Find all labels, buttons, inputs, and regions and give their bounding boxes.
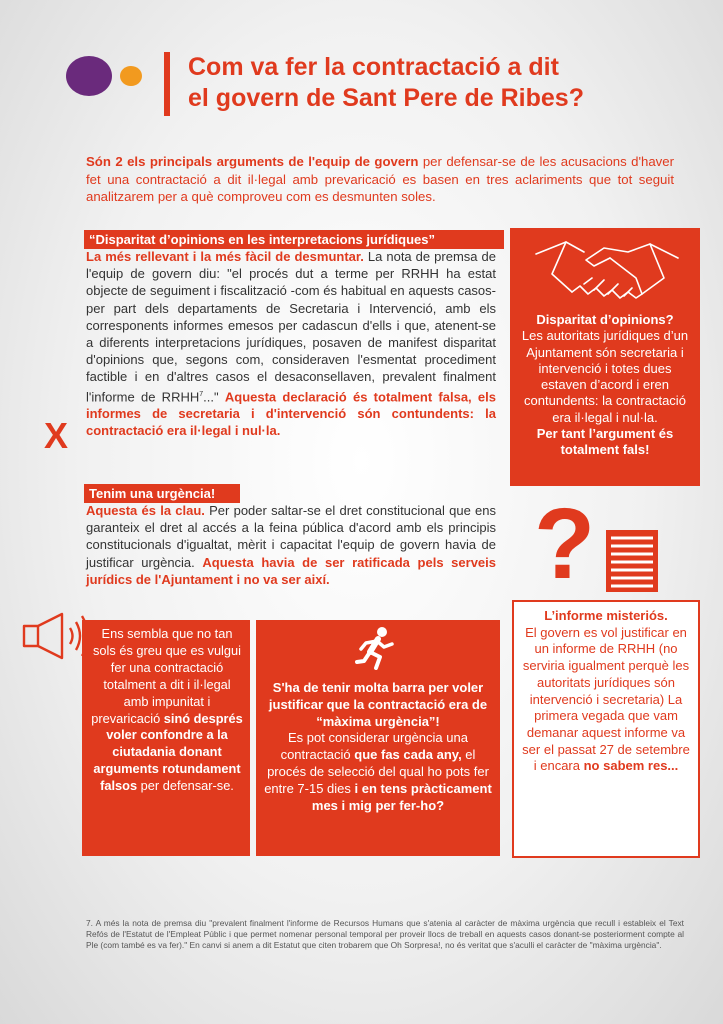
title-accent-bar	[164, 52, 170, 116]
footnote: 7. A més la nota de premsa diu "prevalent finalment l'informe de Recursos Humans que s'atenia al caràcter de màxima urgència que recull i estableix el Text Refós de l'Estatut de l'Empleat Públic i que permet nomenar personal temporal per proveir llocs de treball en aquests casos donant-se posteriorment compte al Ple (com també es va fer)." En canvi si anem a dit Estatut que citen trobarem que Oh Sorpresa!, no és veritat que s'aculli el caràcter de "màxima urgència".	[86, 918, 684, 951]
urgencia-bold-2: i en tens pràcticament mes i mig per fer-ho?	[311, 780, 492, 813]
logo-orange-dot	[120, 66, 142, 86]
section2-lead: Aquesta és la clau.	[86, 503, 205, 518]
section2-conclusion: Aquesta havia de ser ratificada pels serveis jurídics de l'Ajuntament i no va ser així.	[86, 554, 496, 587]
urgencia-text	[262, 680, 494, 814]
section2-text	[86, 502, 496, 588]
urgencia-lead: S'ha de tenir molta barra per voler justificar que la contractació era de “màxima urgència”!	[268, 680, 488, 729]
urgencia-body-2: el procés de selecció del qual ho pots fer entre 7-15 dies	[264, 747, 489, 796]
section1-conclusion: Aquesta declaració és totalment falsa, els informes de secretaria i d'intervenció són contundents: la contractació era il·legal i nul·la.	[86, 388, 496, 439]
document-icon	[606, 530, 658, 592]
x-mark-icon: X	[44, 415, 69, 456]
misterios-text	[520, 608, 692, 775]
handshake-icon	[532, 234, 682, 306]
section2-body: Per poder saltar-se el dret constitucional que ens garanteix el dret al accés a la feina pública d'acord amb els principis constitucionals d'igualtat, mèrit i capacitat l'equip de govern havia de justificar urgència.	[86, 503, 496, 570]
denuncia-body: Ens sembla que no tan sols és greu que es vulgui fer una contractació totalment a dit i il·legal amb impunitat i prevaricació	[91, 626, 241, 726]
section2-heading: Tenim una urgència!	[84, 484, 240, 503]
logo-purple-dot	[66, 56, 112, 96]
denuncia-text	[90, 626, 244, 795]
footnote-ref: 7	[199, 390, 204, 398]
page-title	[188, 52, 648, 114]
disparitat-box	[510, 228, 700, 486]
denuncia-box	[82, 620, 250, 856]
disparitat-conclusion: Per tant l’argument és totalment fals!	[536, 426, 674, 458]
informe-misterios-box	[512, 600, 700, 858]
denuncia-bold: sinó després voler confondre a la ciutadania donant arguments rotundament falsos	[93, 710, 243, 794]
section1-text	[86, 248, 496, 440]
question-mark-icon: ?	[534, 488, 596, 600]
disparitat-title: Disparitat d’opinions?	[536, 312, 674, 327]
section1-body: La nota de premsa de l'equip de govern diu: "el procés dut a terme per RRHH ha estat objecte de seguiment i fiscalització -com és habitual en aquests casos- per part dels departaments de Secretaria i Intervenció, amb els corresponents informes emesos per cadascun d'ells i que, atenent-se a diferents interpretacions jurídiques, posaven de manifest disparitat d'opinions que, segons com, consideraven l'esmentat procediment factible i en d'altres casos el desaconsellaven, prevalent finalment l'informe de RRHH	[86, 249, 496, 404]
disparitat-text	[516, 312, 694, 459]
urgencia-body-1: Es pot considerar urgència una contractació	[280, 730, 468, 763]
urgencia-bold-1: que fas cada any,	[354, 747, 462, 763]
disparitat-body: Les autoritats jurídiques d’un Ajuntament són secretaria i intervenció i totes dues estaven d’acord i eren contundents: la contractació era il·legal i nul·la.	[521, 328, 689, 425]
misterios-title: L’informe misteriós.	[544, 608, 668, 623]
denuncia-end: per defensar-se.	[137, 778, 234, 794]
section1-heading: “Disparitat d’opinions en les interpretacions jurídiques”	[84, 230, 504, 249]
misterios-conclusion: no sabem res...	[583, 758, 679, 774]
intro-paragraph	[86, 153, 674, 206]
urgencia-box	[256, 620, 500, 856]
section1-body-end: ..."	[203, 388, 219, 404]
intro-lead: Són 2 els principals arguments de l'equip de govern	[86, 154, 419, 169]
runner-icon	[354, 626, 398, 670]
title-line-2: el govern de Sant Pere de Ribes?	[188, 84, 584, 112]
intro-text: per defensar-se de les acusacions d'haver fet una contractació a dit il·legal amb prevaricació es basen en tres aclariments que tot seguit analitzarem per a què comproveu com es desmunten soles.	[86, 154, 674, 204]
misterios-body: El govern es vol justificar en un informe de RRHH (no serviria igualment perquè les autoritats jurídiques són intervenció i secretaria) La primera vegada que vam demanar aquest informe va ser el passat 27 de setembre i encara	[522, 624, 690, 774]
title-line-1: Com va fer la contractació a dit	[188, 53, 559, 81]
section1-lead: La més rellevant i la més fàcil de desmuntar.	[86, 249, 364, 264]
